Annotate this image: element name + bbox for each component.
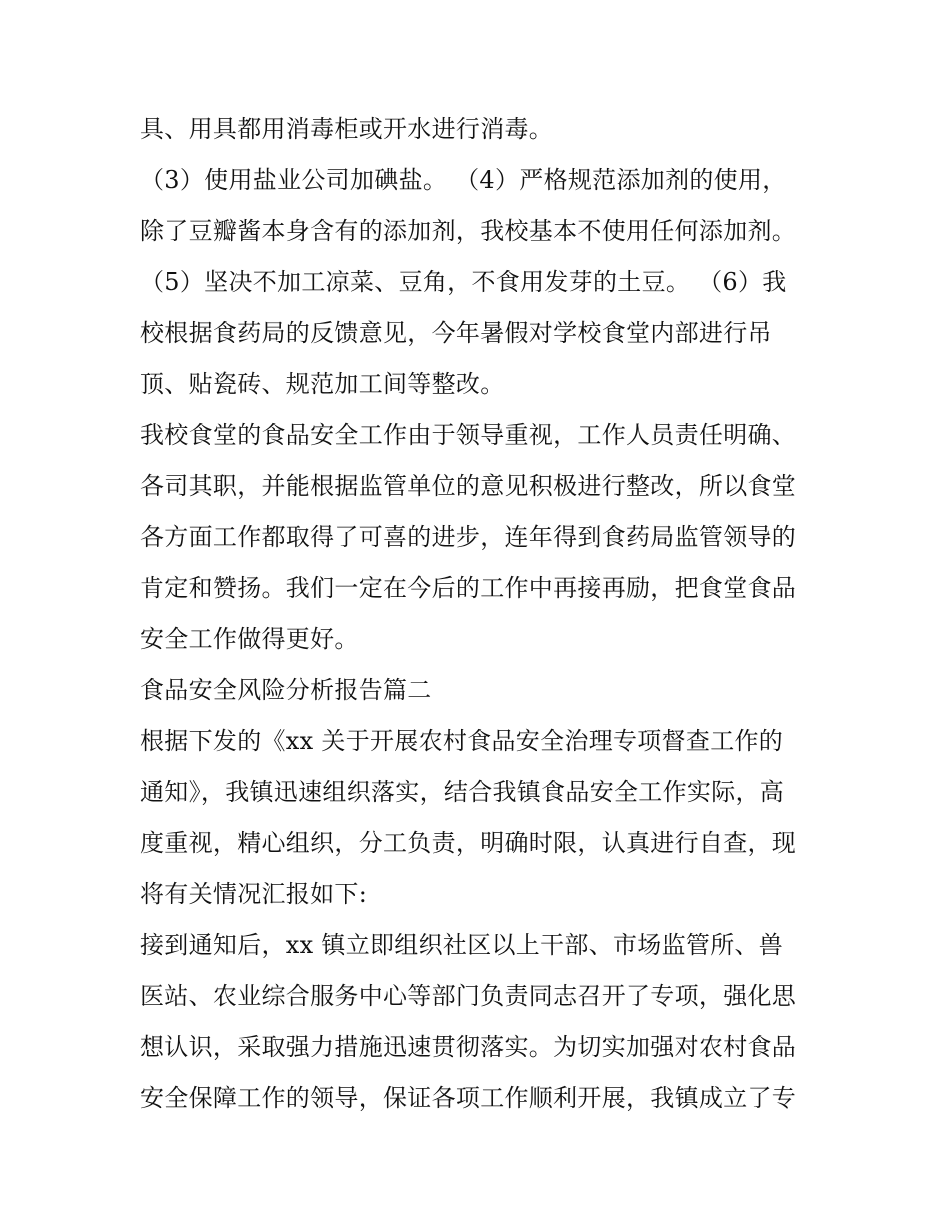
text-line: 度重视，精心组织，分工负责，明确时限，认真进行自查，现	[140, 829, 797, 857]
text-line: 将有关情况汇报如下:	[140, 880, 368, 908]
text-line: （3）使用盐业公司加碘盐。 （4）严格规范添加剂的使用，	[140, 166, 787, 194]
text-line: 顶、贴瓷砖、规范加工间等整改。	[140, 370, 505, 398]
section-heading: 食品安全风险分析报告篇二	[140, 676, 432, 704]
text-line: 安全保障工作的领导，保证各项工作顺利开展，我镇成立了专	[140, 1084, 797, 1112]
text-line: 接到通知后，xx 镇立即组织社区以上干部、市场监管所、兽	[140, 931, 784, 959]
text-line: 医站、农业综合服务中心等部门负责同志召开了专项，强化思	[140, 982, 797, 1010]
text-line: 肯定和赞扬。我们一定在今后的工作中再接再励，把食堂食品	[140, 574, 797, 602]
text-line: 想认识，采取强力措施迅速贯彻落实。为切实加强对农村食品	[140, 1033, 797, 1061]
text-line: 我校食堂的食品安全工作由于领导重视，工作人员责任明确、	[140, 421, 797, 449]
text-line: 校根据食药局的反馈意见，今年暑假对学校食堂内部进行吊	[140, 319, 772, 347]
text-line: 除了豆瓣酱本身含有的添加剂，我校基本不使用任何添加剂。	[140, 217, 797, 245]
text-line: 各司其职，并能根据监管单位的意见积极进行整改，所以食堂	[140, 472, 797, 500]
text-line: 各方面工作都取得了可喜的进步，连年得到食药局监管领导的	[140, 523, 797, 551]
text-line: 安全工作做得更好。	[140, 625, 359, 653]
text-line: （5）坚决不加工凉菜、豆角，不食用发芽的土豆。 （6）我	[140, 268, 787, 296]
text-line: 具、用具都用消毒柜或开水进行消毒。	[140, 115, 554, 143]
text-line: 根据下发的《xx 关于开展农村食品安全治理专项督查工作的	[140, 727, 784, 755]
text-line: 通知》，我镇迅速组织落实，结合我镇食品安全工作实际，高	[140, 778, 785, 806]
document-body	[140, 104, 830, 1124]
